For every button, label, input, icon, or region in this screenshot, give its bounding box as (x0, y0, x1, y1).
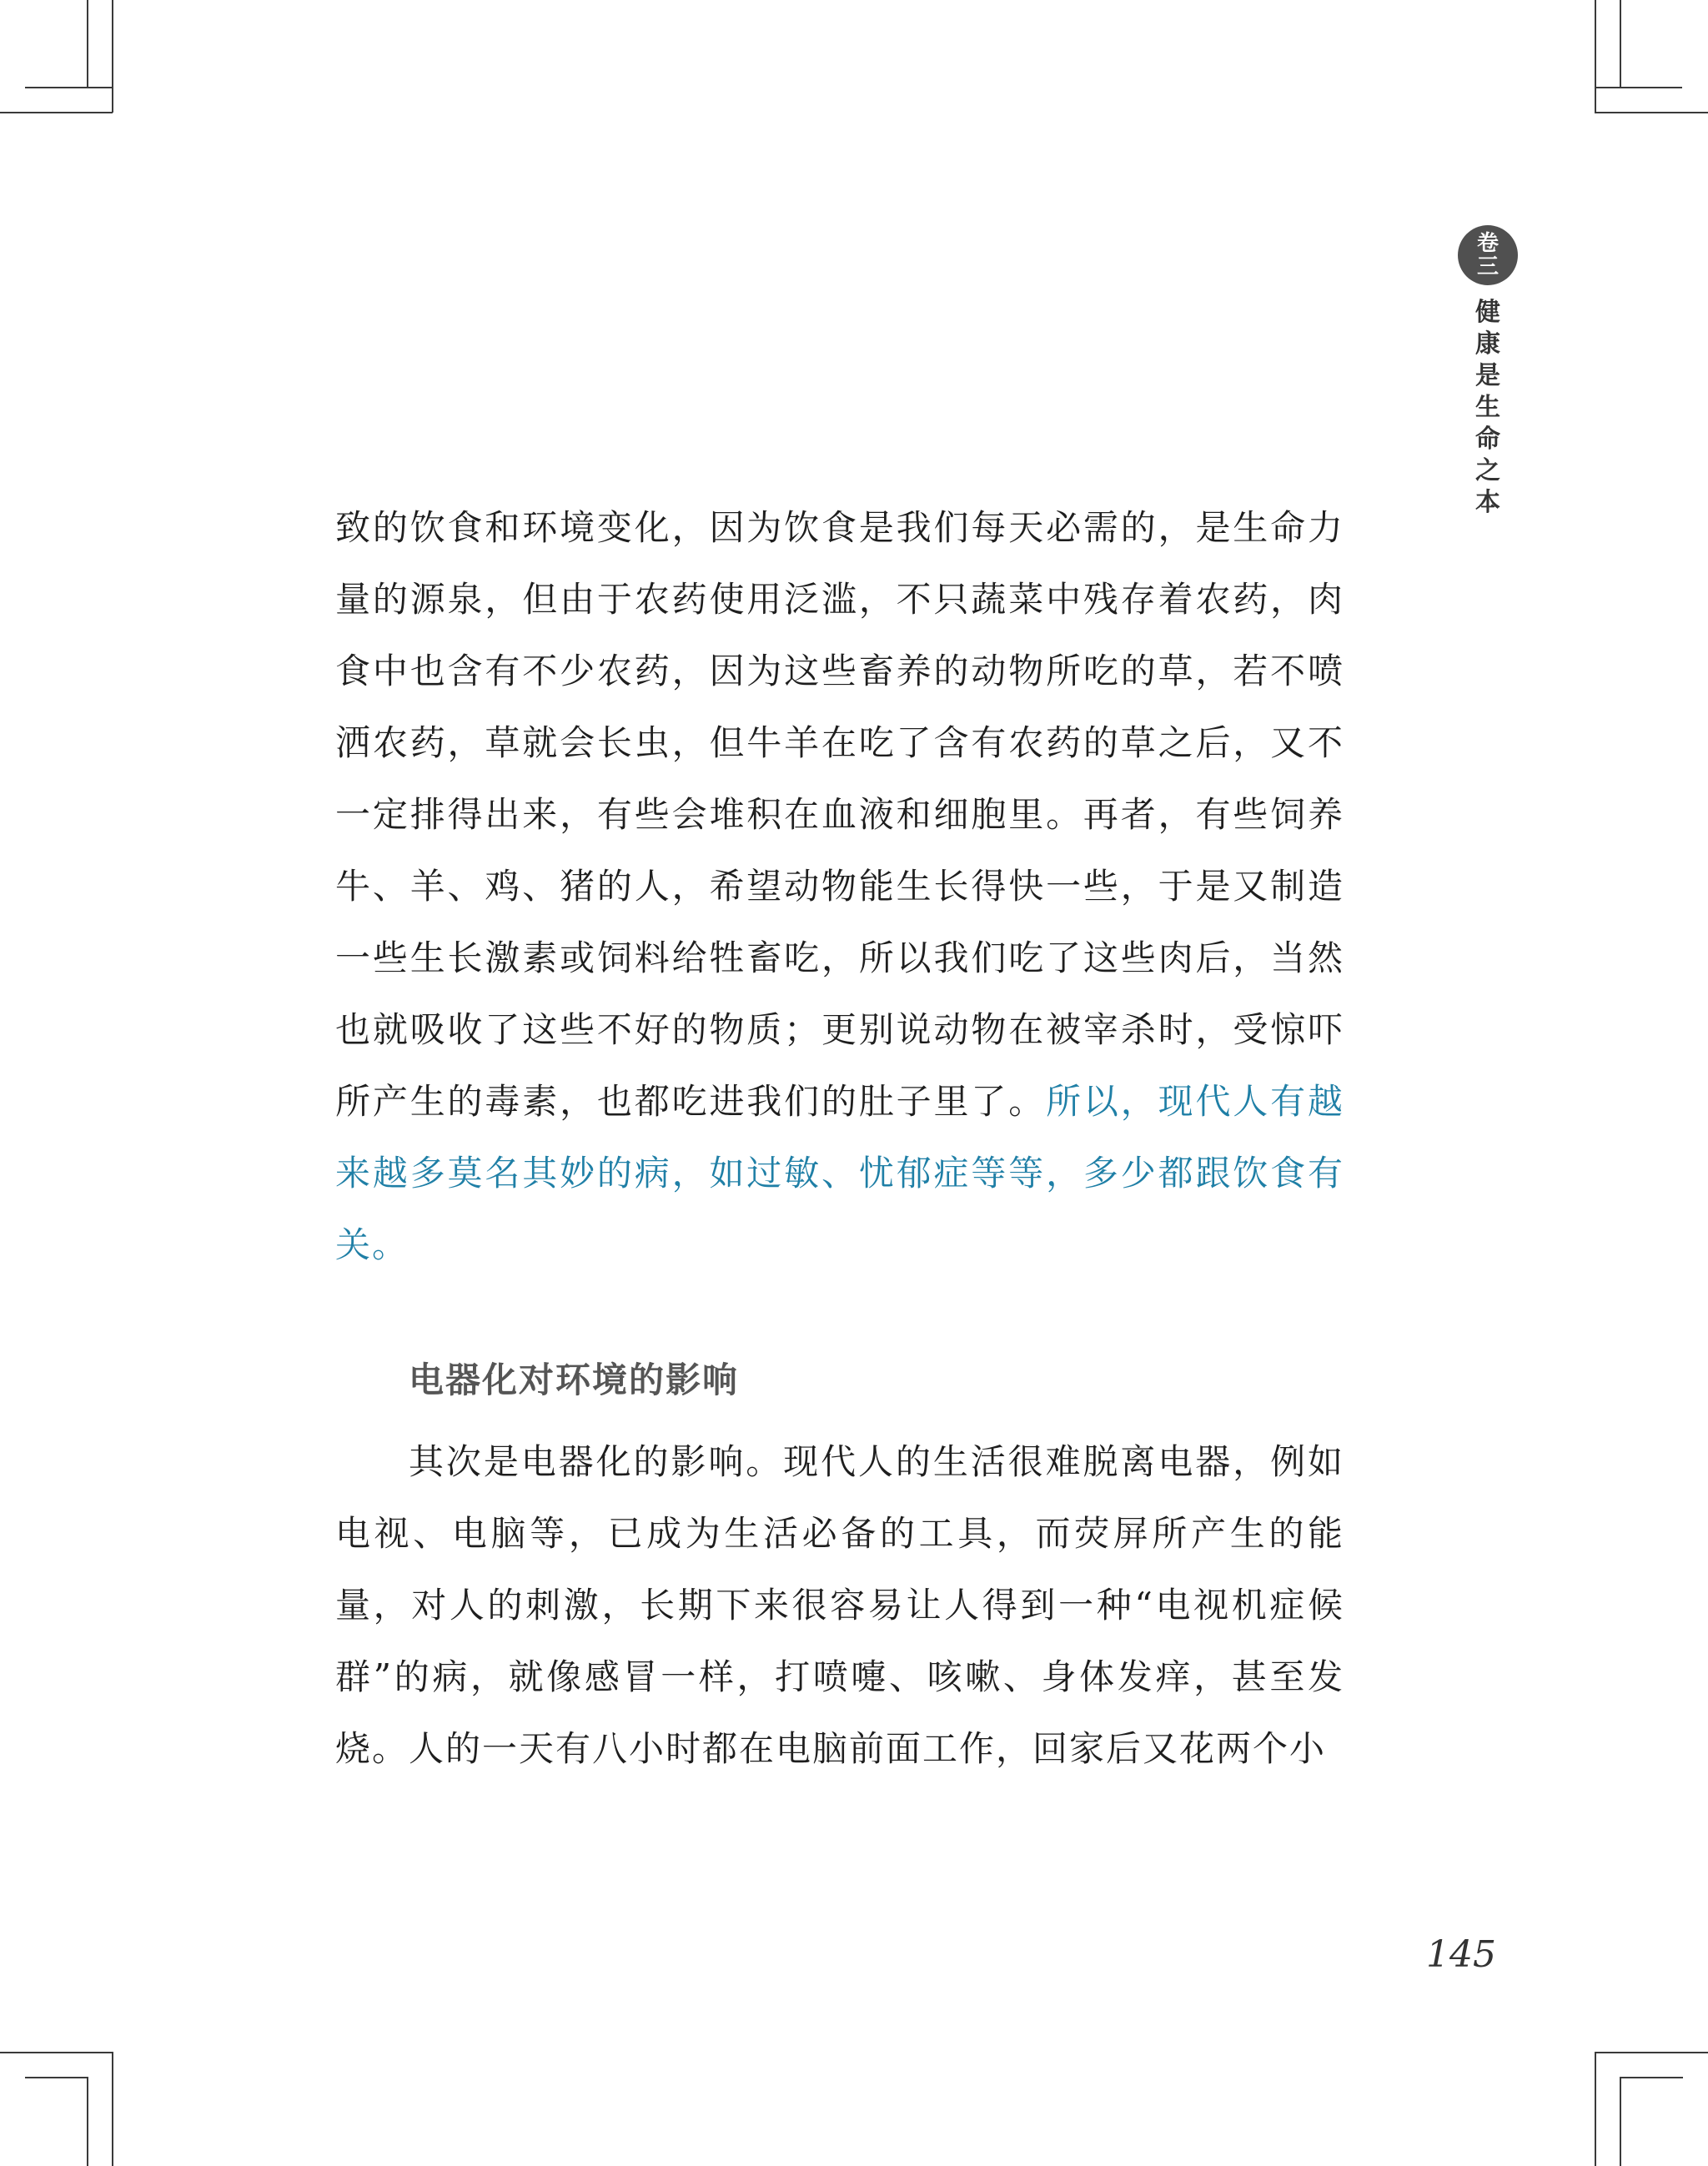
crop-mark (112, 0, 113, 113)
chapter-badge-line2: 三 (1476, 254, 1499, 279)
crop-mark (1620, 2077, 1621, 2166)
crop-mark (25, 87, 113, 88)
crop-mark (0, 2052, 113, 2053)
crop-mark (112, 2052, 113, 2166)
crop-mark (25, 2077, 88, 2078)
highlighted-sentence: 所以，现代人有越来越多莫名其妙的病，如过敏、忧郁症等等，多少都跟饮食有关。 (335, 1081, 1344, 1265)
crop-mark (1595, 0, 1596, 113)
crop-mark (1595, 2052, 1596, 2166)
body-paragraph-text: 致的饮食和环境变化，因为饮食是我们每天必需的，是生命力量的源泉，但由于农药使用泛滥，不只蔬菜中残存着农药，肉食中也含有不少农药，因为这些畜养的动物所吃的草，若不喷洒农药，草就会长虫，但牛羊在吃了含有农药的草之后，又不一定排得出来，有些会堆积在血液和细胞里。再者，有些饲养牛、羊、鸡、猪的人，希望动物能生长得快一些，于是又制造一些生长激素或饲料给牲畜吃，所以我们吃了这些肉后，当然也就吸收了这些不好的物质；更别说动物在被宰杀时，受惊吓所产生的毒素，也都吃进我们的肚子里了。 (335, 507, 1344, 1122)
chapter-side-tab (1458, 225, 1525, 519)
chapter-title: 健康是生命之本 (1475, 298, 1500, 517)
crop-mark (0, 112, 113, 113)
chapter-badge (1458, 225, 1518, 285)
crop-mark (87, 0, 88, 88)
page-number: 145 (1426, 1933, 1496, 1976)
crop-mark (1620, 0, 1621, 88)
section-heading: 电器化对环境的影响 (409, 1359, 740, 1400)
crop-mark (1595, 112, 1708, 113)
crop-mark (87, 2077, 88, 2166)
body-paragraph (335, 492, 1344, 1281)
chapter-badge-line1: 卷 (1476, 231, 1499, 256)
section-paragraph: 其次是电器化的影响。现代人的生活很难脱离电器，例如电视、电脑等，已成为生活必备的工具，而荧屏所产生的能量，对人的刺激，长期下来很容易让人得到一种“电视机症候群”的病，就像感冒一样，打喷嚏、咳嗽、身体发痒，甚至发烧。人的一天有八小时都在电脑前面工作，回家后又花两个小 (335, 1441, 1344, 1769)
crop-mark (1620, 2077, 1683, 2078)
crop-mark (1595, 2052, 1708, 2053)
crop-mark (1595, 87, 1682, 88)
